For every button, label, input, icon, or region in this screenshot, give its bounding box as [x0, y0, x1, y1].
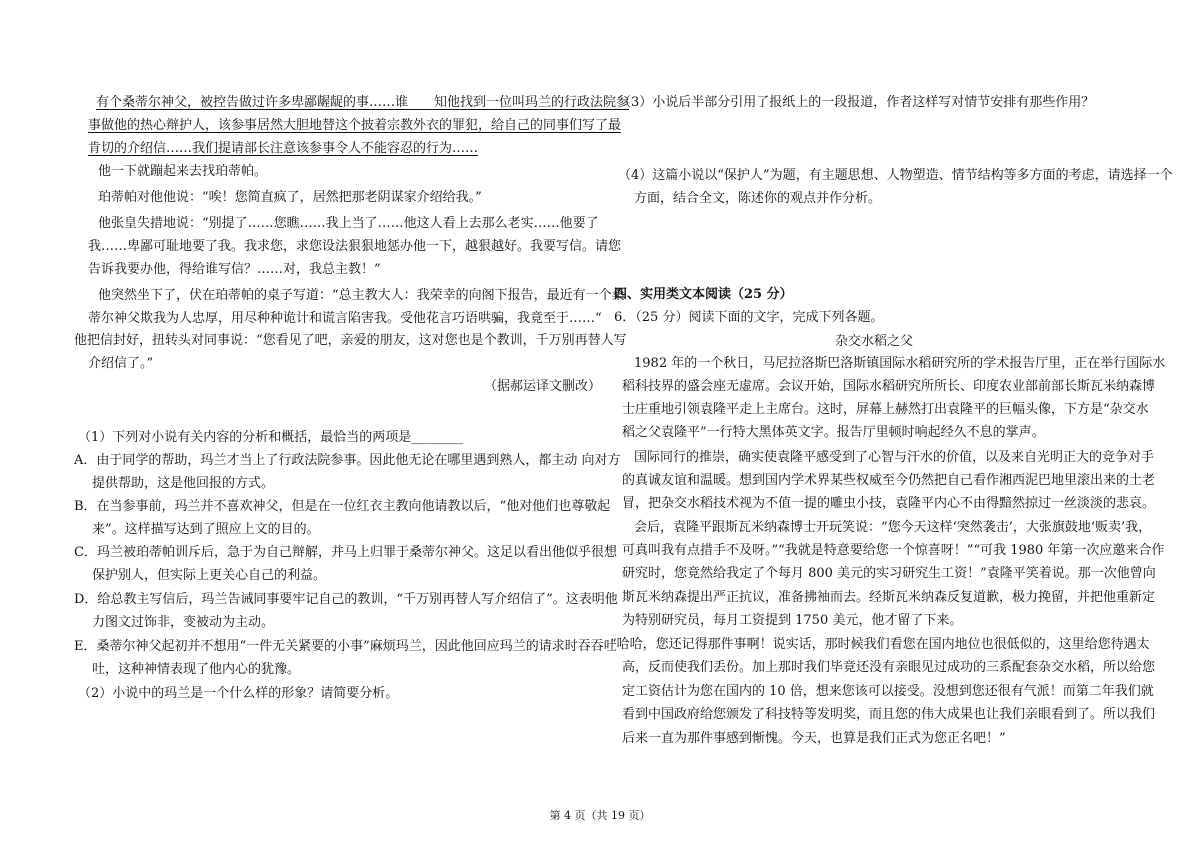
story-line: 他一下就蹦起来去找珀蒂帕。	[98, 164, 268, 179]
story-line: 我……卑鄙可耻地要了我。我求您，求您设法狠狠地惩办他一下，越狠越好。我要写信。请您	[88, 239, 622, 254]
story-line: 他张皇失措地说：“别提了……您瞧……我上当了……他这人看上去那么老实……他要了	[98, 216, 599, 231]
quote-line: 事做他的热心辩护人，该参事居然大胆地替这个披着宗教外衣的罪犯，给自己的同事们写了最	[88, 118, 622, 133]
article-line: 后来一直为那件事感到惭愧。今天，也算是我们正式为您正名吧！”	[622, 731, 1006, 746]
q1-option-a: A．由于同学的帮助，玛兰才当上了行政法院参事。因此他无论在哪里遇到熟人，都主动 向对方	[74, 453, 621, 468]
article-line: 的真诚友谊和温暖。想到国内学术界某些权威至今仍然把自己看作湘西泥巴地里滚出来的土老	[622, 473, 1156, 488]
q1-option-c: C．玛兰被珀蒂帕训斥后，急于为自己辩解，并马上归罪于桑蒂尔神父。这足以看出他似乎很想	[74, 545, 617, 560]
article-line: 研究时，您竟然给我定了个每月 800 美元的实习研究生工资！”袁隆平笑着说。那一次他曾向	[622, 566, 1156, 581]
story-line: 他把信封好，扭转头对同事说：“您看见了吧，亲爱的朋友，这对您也是个教训，千万别再替人写	[74, 333, 627, 348]
article-line: 1982 年的一个秋日，马尼拉洛斯巴洛斯镇国际水稻研究所的学术报告厅里，正在举行国际水	[634, 356, 1166, 371]
story-line: 蒂尔神父欺我为人忠厚，用尽种种诡计和谎言陷害我。受他花言巧语哄骗，我竟至于……“	[88, 311, 602, 326]
article-line: 稻科技界的盛会座无虚席。会议开始，国际水稻研究所所长、印度农业部前部长斯瓦米纳森博	[622, 379, 1156, 394]
article-line: 高，反而使我们丢份。加上那时我们毕竟还没有亲眼见过成功的三系配套杂交水稻，所以给您	[622, 660, 1156, 675]
article-line: 可真叫我有点措手不及呀。”“我就是特意要给您一个惊喜呀！”“可我 1980 年第一次应邀来合作	[622, 543, 1165, 558]
q1-option-b-cont: 来”。这样描写达到了照应上文的目的。	[92, 522, 320, 537]
story-line: 珀蒂帕对他他说：“唉！您简直疯了，居然把那老阴谋家介绍给我。”	[98, 190, 482, 205]
article-line: 看到中国政府给您颁发了科技特等发明奖，而且您的伟大成果也让我们亲眼看到了。所以我们	[622, 707, 1156, 722]
article-line: “哈哈，您还记得那件事啊！说实话，那时候我们看您在国内地位也很低似的，这里给您待遇太	[610, 637, 1150, 652]
story-line: 他突然坐下了，伏在珀蒂帕的桌子写道：“总主教大人：我荣幸的向阁下报告，最近有一个桑	[98, 288, 625, 303]
question-3: （3）小说后半部分引用了报纸上的一段报道，作者这样写对情节安排有那些作用？	[618, 95, 1095, 110]
question-4-cont: 方面，结合全文，陈述你的观点并作分析。	[634, 191, 882, 206]
article-line: 冒，把杂交水稻技术视为不值一提的雕虫小技，袁隆平内心不由得黯然掠过一丝淡淡的悲哀。	[622, 496, 1156, 511]
question-4: （4）这篇小说以“保护人”为题，有主题思想、人物塑造、情节结构等多方面的考虑，请选择一个	[618, 168, 1173, 183]
article-line: 为特别研究员，每月工资提到 1750 美元，他才留了下来。	[622, 613, 963, 628]
article-line: 会后，袁隆平跟斯瓦米纳森博士开玩笑说：“您今天这样‘突然袭击’，大张旗鼓地‘贩卖’我，	[634, 520, 1152, 535]
q1-option-e: E．桑蒂尔神父起初并不想用“一件无关紧要的小事”麻烦玛兰，因此他回应玛兰的请求时吞吞吐	[74, 639, 617, 654]
article-line: 稻之父袁隆平”一行特大黑体英文字。报告厅里顿时响起经久不息的掌声。	[622, 425, 1045, 440]
article-line: 定工资估计为您在国内的 10 倍，想来您该可以接受。没想到您还很有气派！而第二年我们就	[622, 684, 1154, 699]
quote-line: 肯切的介绍信……我们提请部长注意该参事令人不能容忍的行为……	[88, 141, 479, 156]
question-1-stem: （1）下列对小说有关内容的分析和概括，最恰当的两项是________	[78, 430, 464, 445]
quote-line: 有个桑蒂尔神父，被控告做过许多卑鄙龌龊的事……谁 知他找到一位叫玛兰的行政法院参	[96, 95, 630, 110]
q1-option-d-cont: 力图文过饰非，变被动为主动。	[92, 615, 275, 630]
story-line: 介绍信了。”	[88, 356, 154, 371]
article-title: 杂交水稻之父	[834, 334, 913, 349]
article-line: 斯瓦米纳森提出严正抗议，准备拂袖而去。经斯瓦米纳森反复道歉，极力挽留，并把他重新定	[622, 590, 1156, 605]
q1-option-a-cont: 提供帮助，这是他回报的方式。	[92, 476, 275, 491]
q1-option-c-cont: 保护别人，但实际上更关心自己的利益。	[92, 568, 327, 583]
question-2: （2）小说中的玛兰是一个什么样的形象？请简要分析。	[78, 686, 399, 701]
article-line: 士庄重地引领袁隆平走上主席台。这时，屏幕上赫然打出袁隆平的巨幅头像，下方是“杂交水	[622, 402, 1149, 417]
source-note: （据郝运译文删改）	[484, 379, 602, 394]
article-line: 国际同行的推崇，确实使袁隆平感受到了心智与汗水的价值，以及来自光明正大的竞争对手	[634, 450, 1155, 465]
question-6-stem: 6．（25 分）阅读下面的文字，完成下列各题。	[614, 310, 884, 325]
page-footer: 第 4 页（共 19 页）	[549, 809, 651, 822]
story-line: 告诉我要办他，得给谁写信？……对，我总主教！”	[88, 262, 381, 277]
q1-option-d: D．给总教主写信后，玛兰告诫同事要牢记自己的教训，“千万别再替人写介绍信了”。这表明他	[74, 592, 618, 607]
q1-option-e-cont: 吐，这种神情表现了他内心的犹豫。	[92, 662, 301, 677]
section-heading: 四、实用类文本阅读（25 分）	[614, 287, 793, 302]
q1-option-b: B．在当参事前，玛兰并不喜欢神父，但是在一位红衣主教向他请教以后，“他对他们也尊敬起	[74, 499, 611, 514]
